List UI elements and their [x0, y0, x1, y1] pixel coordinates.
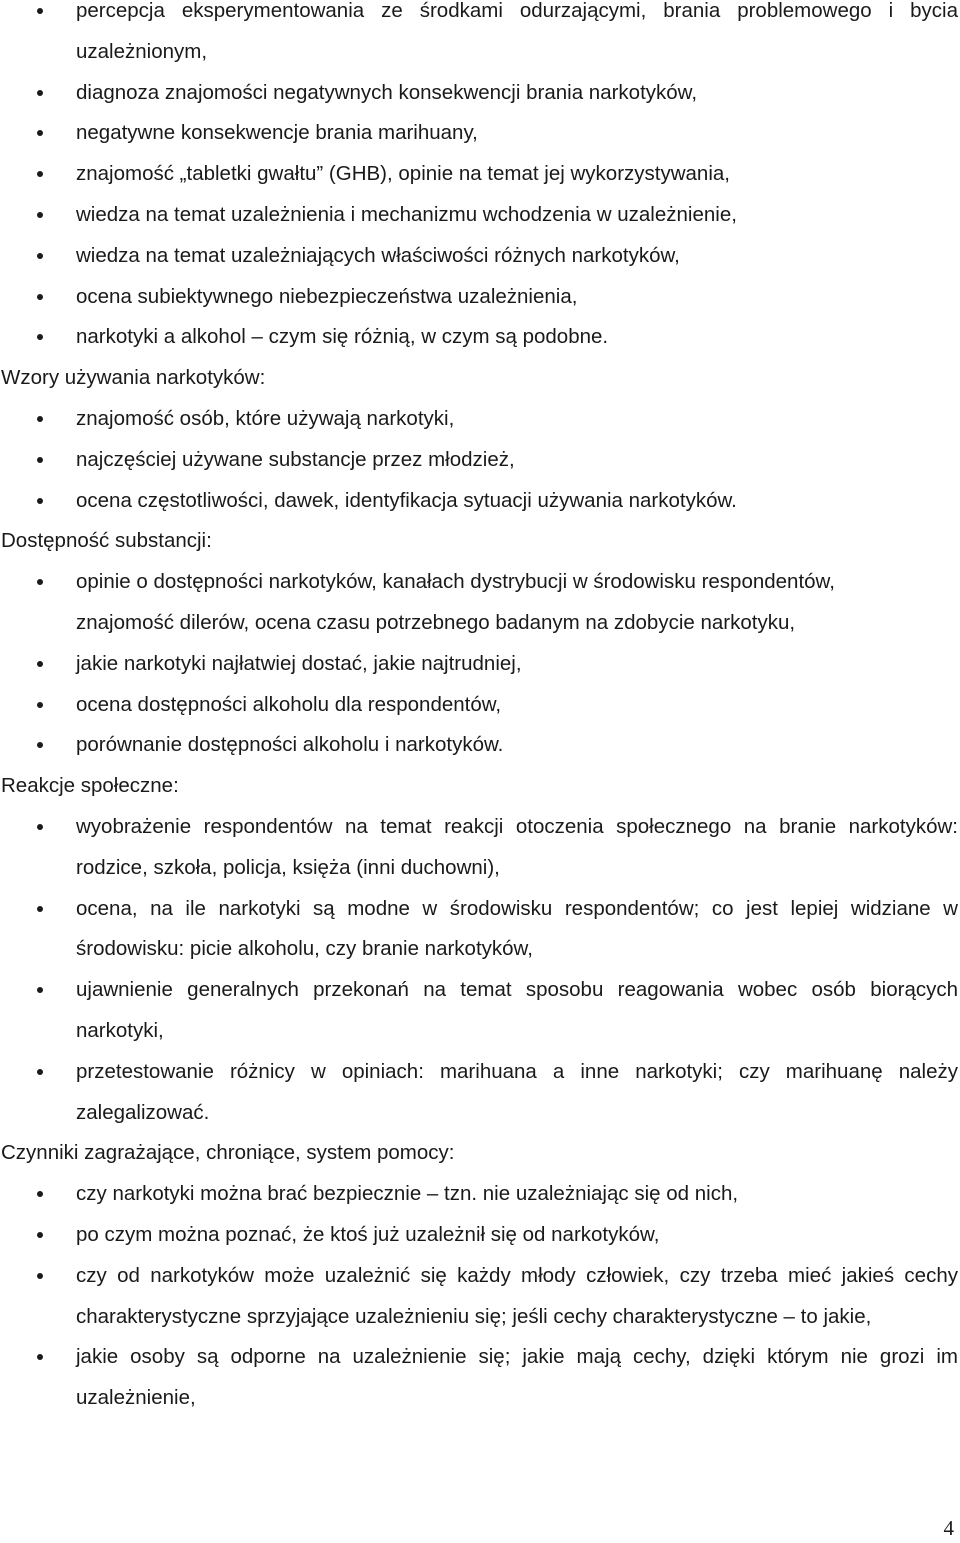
list-item-text: znajomość dilerów, ocena czasu potrzebnego badanym na zdobycie narkotyku,: [76, 610, 796, 634]
list-item: [0, 440, 958, 481]
list-item: [0, 644, 958, 685]
list-item-text: diagnoza znajomości negatywnych konsekwencji brania narkotyków,: [76, 80, 698, 104]
list-item-text: wyobrażenie respondentów na temat reakcji otoczenia społecznego na branie narkotyków: rodzice, szkoła, policja, księża (inni duchowni),: [76, 814, 958, 879]
list-item: [0, 195, 958, 236]
list-item-text: ocena częstotliwości, dawek, identyfikacja sytuacji używania narkotyków.: [76, 488, 737, 512]
list-item: [0, 1337, 958, 1419]
list-item: [0, 317, 958, 358]
list-item: [0, 236, 958, 277]
list-item-text: ujawnienie generalnych przekonań na temat sposobu reagowania wobec osób biorących narkotyki,: [76, 978, 958, 1042]
list-item: [0, 481, 958, 522]
list-item: [0, 889, 958, 971]
list-item: [0, 685, 958, 726]
list-item: [0, 0, 958, 73]
bullet-icon: [37, 498, 43, 504]
list-item-text: negatywne konsekwencje brania marihuany,: [76, 121, 478, 145]
list-item-text: narkotyki a alkohol – czym się różnią, w czym są podobne.: [76, 325, 609, 349]
section: [0, 358, 958, 521]
bullet-icon: [37, 987, 43, 993]
bullet-icon: [37, 171, 43, 177]
list-item: [0, 807, 958, 889]
bullet-icon: [37, 212, 43, 218]
list-item: [0, 725, 958, 766]
list-item: [0, 73, 958, 114]
section-heading: Dostępność substancji:: [1, 529, 212, 553]
bullet-icon: [37, 1069, 43, 1075]
bullet-icon: [37, 742, 43, 748]
list-item-text: opinie o dostępności narkotyków, kanałach dystrybucji w środowisku respondentów,: [76, 570, 835, 594]
bullet-icon: [37, 579, 43, 585]
bullet-icon: [37, 1232, 43, 1238]
list-item-text: ocena dostępności alkoholu dla respondentów,: [76, 692, 502, 716]
bullet-icon: [37, 294, 43, 300]
list-item: [0, 1052, 958, 1134]
bullet-icon: [37, 457, 43, 463]
section-heading: Czynniki zagrażające, chroniące, system pomocy:: [1, 1141, 455, 1165]
list-item-text: po czym można poznać, że ktoś już uzależnił się od narkotyków,: [76, 1222, 660, 1246]
list-item: [0, 562, 958, 603]
bullet-icon: [37, 416, 43, 422]
list-item-text: wiedza na temat uzależniających właściwości różnych narkotyków,: [76, 243, 680, 267]
section: [0, 1133, 958, 1419]
list-item-text: jakie osoby są odporne na uzależnienie się; jakie mają cechy, dzięki którym nie grozi im uzależnienie,: [76, 1345, 958, 1410]
bullet-icon: [37, 90, 43, 96]
section: [0, 521, 958, 766]
section-heading: Reakcje społeczne:: [1, 774, 179, 798]
bullet-icon: [37, 1354, 43, 1360]
section-heading: Wzory używania narkotyków:: [1, 366, 266, 390]
list-item: [0, 154, 958, 195]
list-item: [0, 970, 958, 1052]
list-item-text: jakie narkotyki najłatwiej dostać, jakie najtrudniej,: [76, 651, 522, 675]
bullet-icon: [37, 253, 43, 259]
bullet-icon: [37, 702, 43, 708]
bullet-list: [0, 562, 958, 766]
list-item-text: ocena subiektywnego niebezpieczeństwa uzależnienia,: [76, 284, 578, 308]
list-item: [0, 399, 958, 440]
list-item-text: czy narkotyki można brać bezpiecznie – tzn. nie uzależniając się od nich,: [76, 1182, 739, 1206]
list-item: [0, 1256, 958, 1338]
bullet-list: [0, 807, 958, 1133]
list-item-text: percepcja eksperymentowania ze środkami odurzającymi, brania problemowego i bycia uzależnionym,: [76, 0, 958, 63]
list-item: [0, 277, 958, 318]
list-item: [0, 1174, 958, 1215]
list-item: [0, 603, 958, 644]
bullet-icon: [37, 334, 43, 340]
list-item-text: czy od narkotyków może uzależnić się każdy młody człowiek, czy trzeba mieć jakieś cechy charakterystyczne sprzyjające uzależnieniu się; jeśli cechy charakterystyczne – to jakie,: [76, 1263, 958, 1328]
bullet-icon: [37, 906, 43, 912]
section: [0, 0, 958, 358]
list-item-text: najczęściej używane substancje przez młodzież,: [76, 447, 515, 471]
bullet-list: [0, 399, 958, 521]
section: [0, 766, 958, 1133]
bullet-list: [0, 0, 958, 358]
list-item-text: przetestowanie różnicy w opiniach: marihuana a inne narkotyki; czy marihuanę należy zalegalizować.: [76, 1059, 958, 1124]
list-item-text: wiedza na temat uzależnienia i mechanizmu wchodzenia w uzależnienie,: [76, 202, 737, 226]
list-item-text: znajomość „tabletki gwałtu” (GHB), opinie na temat jej wykorzystywania,: [76, 162, 730, 186]
bullet-icon: [37, 1191, 43, 1197]
bullet-icon: [37, 824, 43, 830]
bullet-list: [0, 1174, 958, 1419]
list-item-text: znajomość osób, które używają narkotyki,: [76, 406, 455, 430]
list-item: [0, 113, 958, 154]
list-item-text: porównanie dostępności alkoholu i narkotyków.: [76, 733, 504, 757]
bullet-icon: [37, 8, 43, 14]
page-number: 4: [943, 1516, 954, 1540]
bullet-icon: [37, 661, 43, 667]
list-item-text: ocena, na ile narkotyki są modne w środowisku respondentów; co jest lepiej widziane w środowisku: picie alkoholu, czy branie narkotyków,: [76, 896, 958, 961]
bullet-icon: [37, 1273, 43, 1279]
list-item: [0, 1215, 958, 1256]
bullet-icon: [37, 130, 43, 136]
